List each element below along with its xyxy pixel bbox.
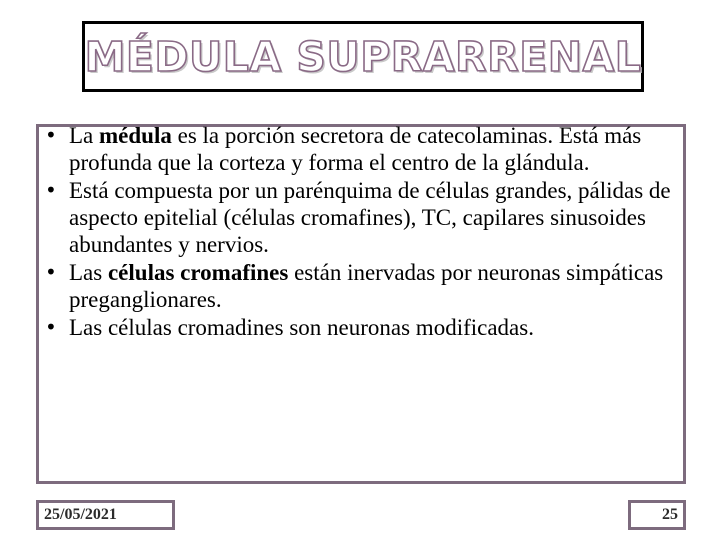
bullet-icon: • — [45, 260, 57, 284]
bullet-item — [44, 122, 684, 176]
slide-title: MÉDULA SUPRARRENAL — [84, 32, 642, 81]
bullet-list — [44, 122, 684, 342]
bullet-text-post: es la porción secretora de catecolaminas. Está más profunda que la corteza y forma el centro de la glándula. — [69, 123, 642, 175]
footer-page-number: 25 — [628, 500, 686, 530]
bullet-text-bold: médula — [99, 123, 172, 148]
bullet-text-pre: La — [69, 123, 100, 148]
bullet-item — [44, 177, 684, 258]
bullet-icon: • — [45, 315, 57, 339]
footer-date: 25/05/2021 — [36, 500, 175, 530]
bullet-text-bold: células cromafines — [107, 260, 289, 285]
bullet-text-pre: Las — [69, 260, 108, 285]
bullet-item — [44, 314, 684, 341]
bullet-icon: • — [45, 178, 57, 202]
bullet-text-pre: Está compuesta por un parénquima de células grandes, pálidas de aspecto epitelial (células cromafines), TC, capilares sinusoides abundantes y nervios. — [69, 178, 671, 257]
bullet-text-post: están inervadas por neuronas simpáticas preganglionares. — [69, 260, 664, 312]
bullet-icon: • — [45, 123, 57, 147]
bullet-item — [44, 259, 684, 313]
bullet-text-pre: Las células cromadines son neuronas modificadas. — [69, 315, 534, 340]
title-box — [82, 21, 644, 92]
